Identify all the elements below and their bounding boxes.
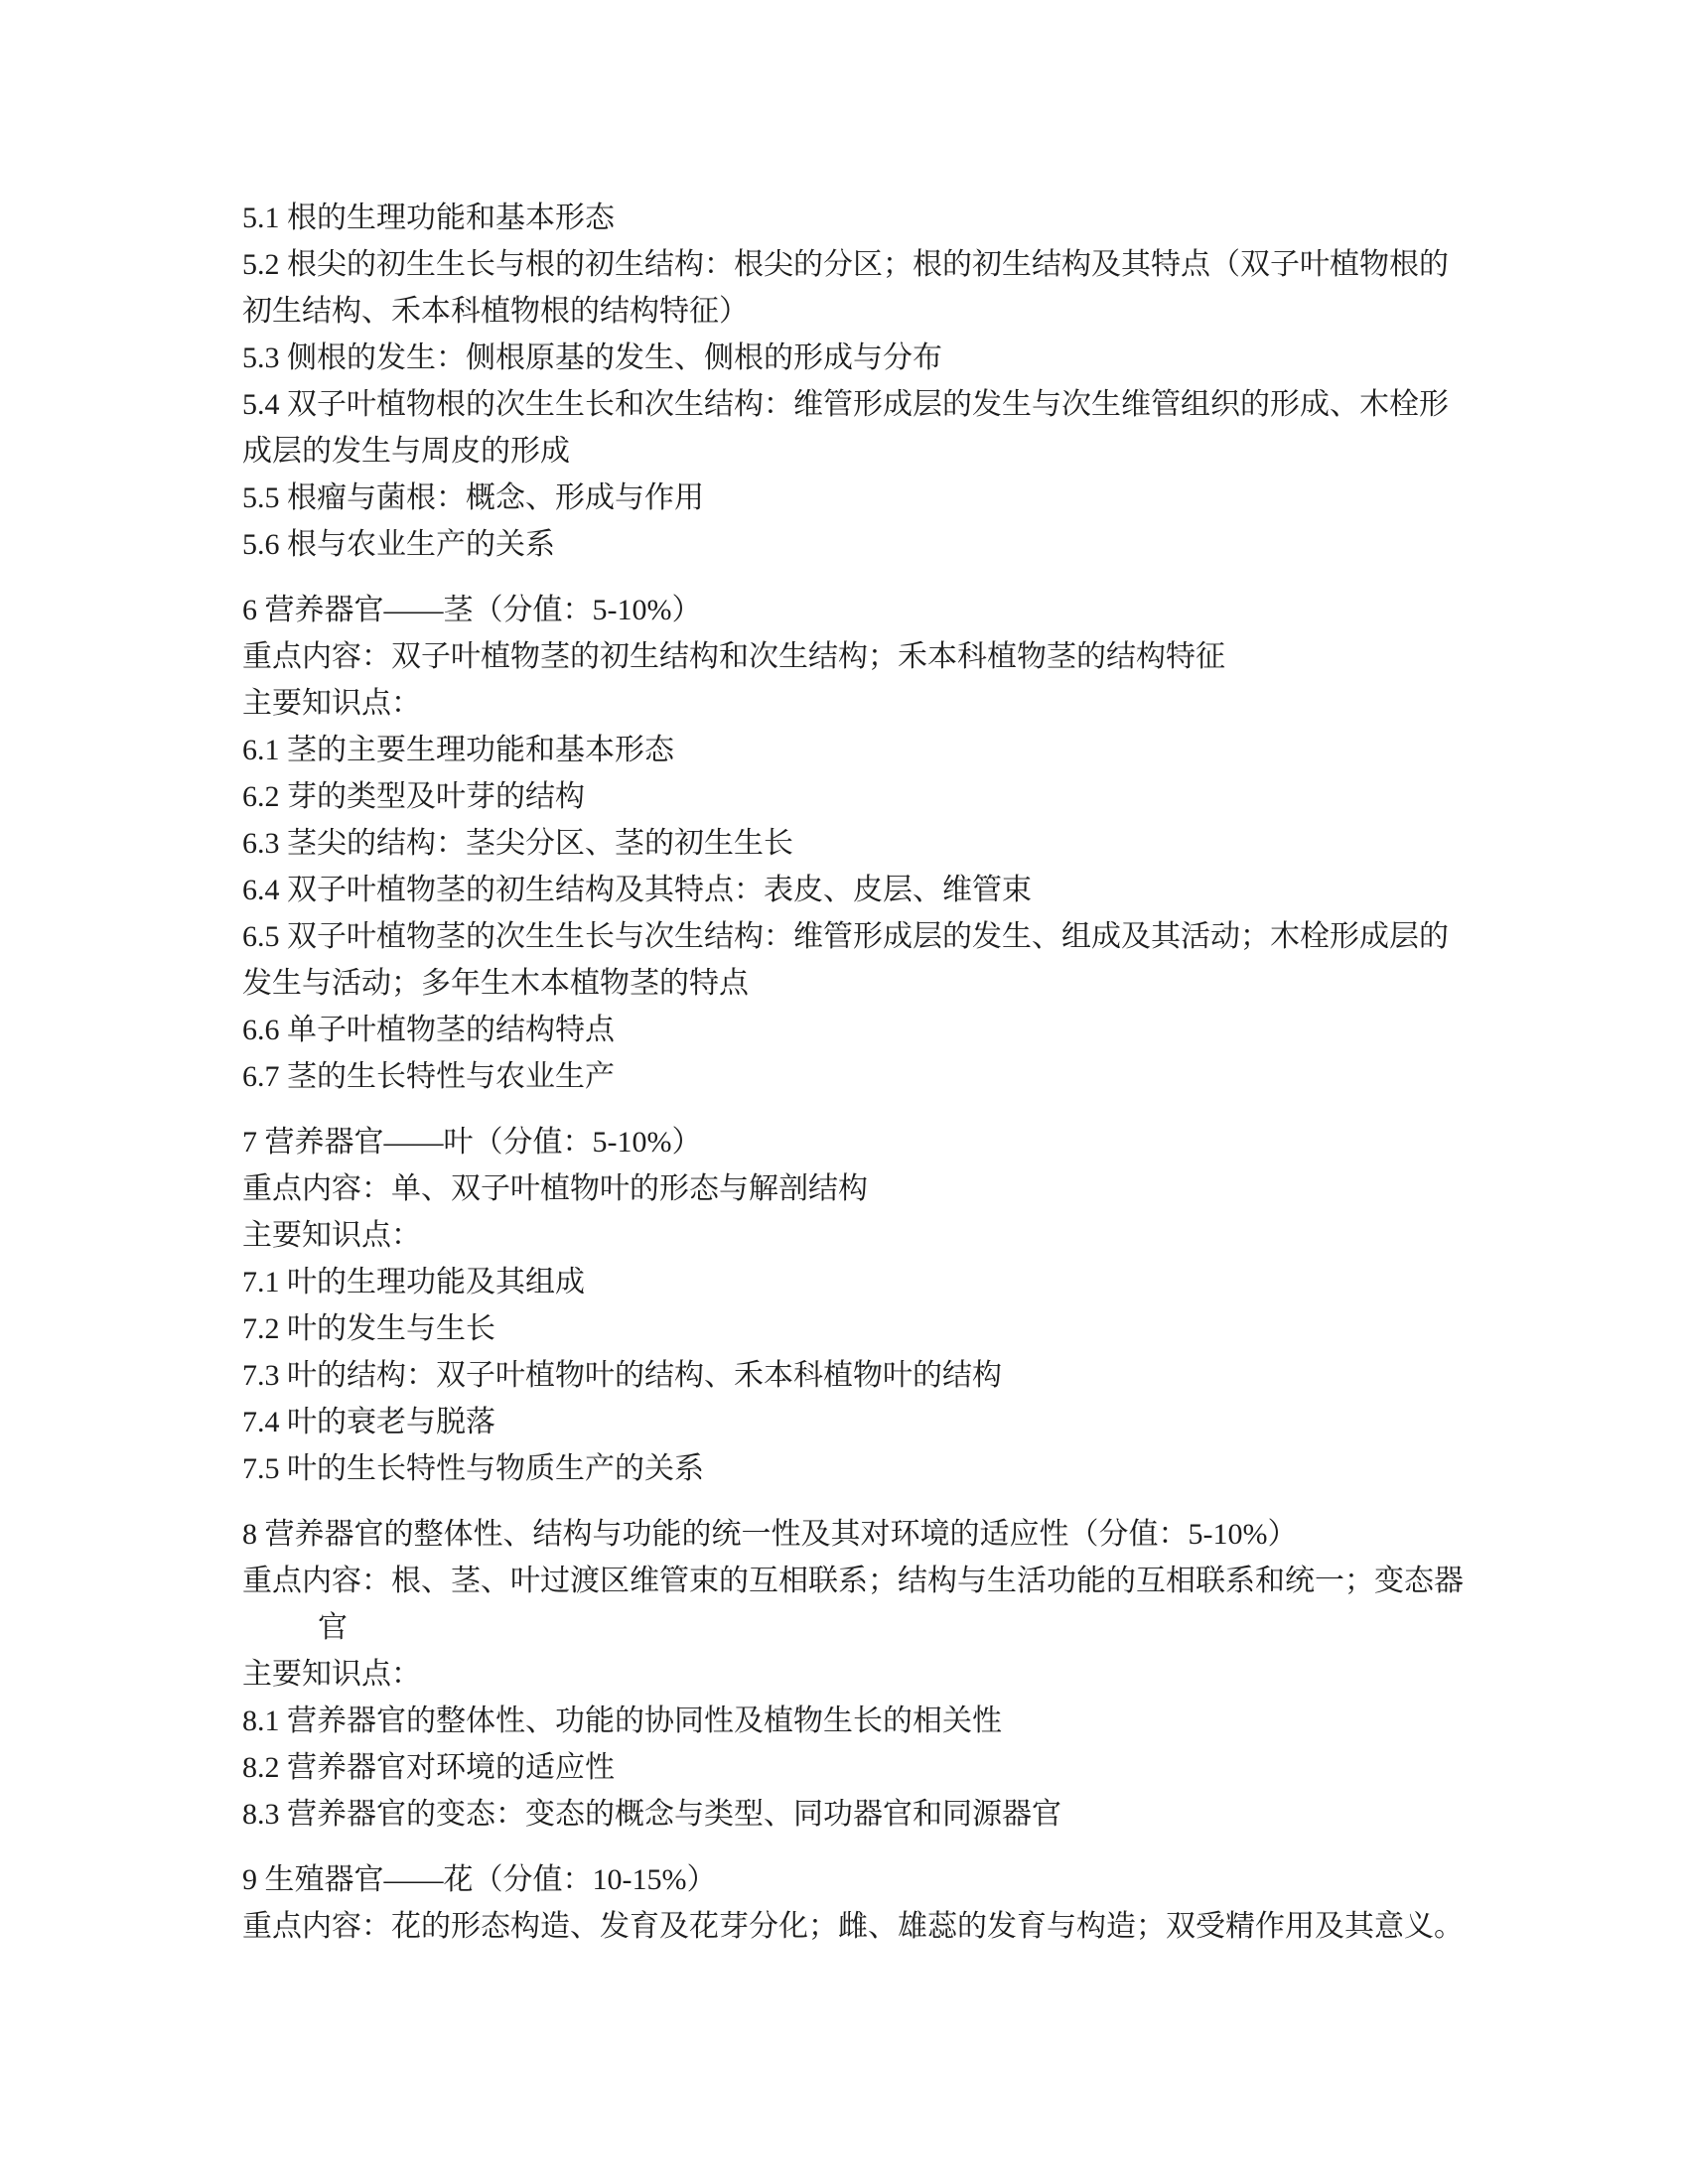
text-line: 6.7 茎的生长特性与农业生产 [242,1060,615,1093]
text-line: 8.3 营养器官的变态：变态的概念与类型、同功器官和同源器官 [242,1798,1061,1831]
text-line: 7.3 叶的结构：双子叶植物叶的结构、禾本科植物叶的结构 [242,1359,1002,1392]
text-line: 重点内容：单、双子叶植物叶的形态与解剖结构 [242,1172,868,1205]
text-line: 主要知识点： [242,1219,421,1252]
text-line: 6.2 芽的类型及叶芽的结构 [242,780,585,813]
text-line: 6.4 双子叶植物茎的初生结构及其特点：表皮、皮层、维管束 [242,874,1032,906]
text-line: 6.5 双子叶植物茎的次生生长与次生结构：维管形成层的发生、组成及其活动；木栓形成层的 [242,920,1449,953]
text-line: 7.2 叶的发生与生长 [242,1312,495,1345]
text-line: 8.2 营养器官对环境的适应性 [242,1751,615,1784]
text-line: 官 [318,1611,348,1644]
text-line: 5.6 根与农业生产的关系 [242,528,555,561]
text-line: 5.5 根瘤与菌根：概念、形成与作用 [242,481,704,514]
text-line: 主要知识点： [242,1658,421,1691]
text-line: 初生结构、禾本科植物根的结构特征） [242,295,749,328]
text-line: 成层的发生与周皮的形成 [242,435,570,468]
text-line: 重点内容：根、茎、叶过渡区维管束的互相联系；结构与生活功能的互相联系和统一；变态器 [242,1565,1464,1597]
text-line: 6 营养器官——茎（分值：5-10%） [242,594,702,626]
text-line: 8.1 营养器官的整体性、功能的协同性及植物生长的相关性 [242,1705,1002,1737]
text-line: 5.3 侧根的发生：侧根原基的发生、侧根的形成与分布 [242,341,942,374]
text-line: 6.3 茎尖的结构：茎尖分区、茎的初生生长 [242,827,793,860]
text-line: 发生与活动；多年生木本植物茎的特点 [242,967,749,1000]
text-line: 5.1 根的生理功能和基本形态 [242,202,615,234]
text-line: 5.2 根尖的初生生长与根的初生结构：根尖的分区；根的初生结构及其特点（双子叶植物根的 [242,248,1449,281]
text-line: 7.1 叶的生理功能及其组成 [242,1266,585,1298]
text-line: 6.6 单子叶植物茎的结构特点 [242,1014,615,1046]
text-line: 7.4 叶的衰老与脱落 [242,1406,495,1438]
text-line: 6.1 茎的主要生理功能和基本形态 [242,734,674,766]
text-line: 主要知识点： [242,687,421,720]
text-line: 5.4 双子叶植物根的次生生长和次生结构：维管形成层的发生与次生维管组织的形成、木栓形 [242,388,1449,421]
text-line: 重点内容：花的形态构造、发育及花芽分化；雌、雄蕊的发育与构造；双受精作用及其意义。 [242,1910,1464,1943]
document-body [242,195,1464,1950]
text-line: 8 营养器官的整体性、结构与功能的统一性及其对环境的适应性（分值：5-10%） [242,1518,1298,1551]
text-line: 9 生殖器官——花（分值：10-15%） [242,1863,717,1896]
text-line: 重点内容：双子叶植物茎的初生结构和次生结构；禾本科植物茎的结构特征 [242,640,1225,673]
text-line: 7.5 叶的生长特性与物质生产的关系 [242,1452,704,1485]
text-line: 7 营养器官——叶（分值：5-10%） [242,1126,702,1159]
